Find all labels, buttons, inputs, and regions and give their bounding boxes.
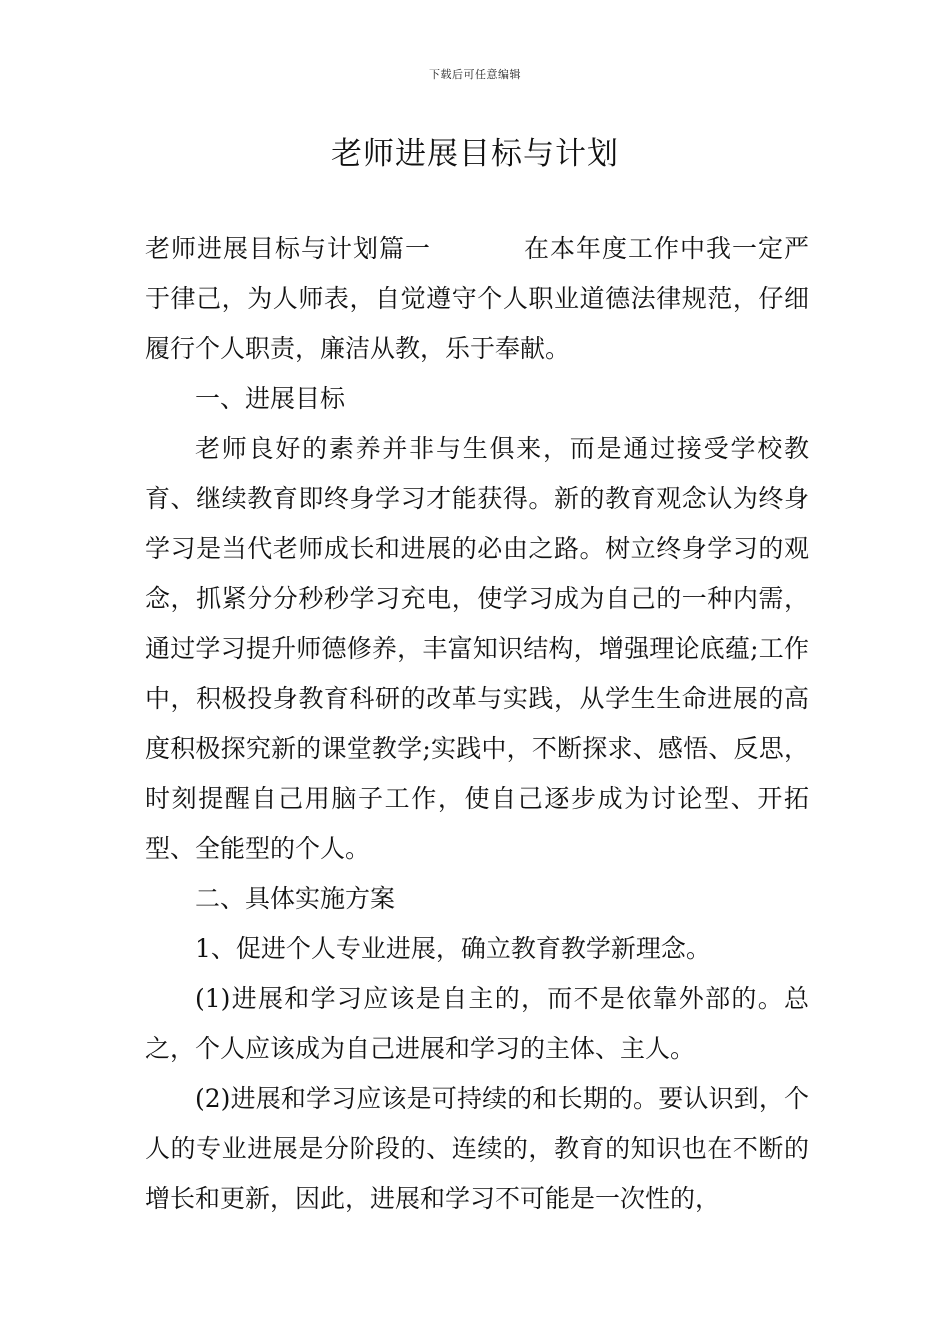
header-note: 下载后可任意编辑 <box>429 68 521 81</box>
item1-sub1-paragraph: (1)进展和学习应该是自主的，而不是依靠外部的。总之，个人应该成为自己进展和学习的主体、主人。 <box>145 984 809 1063</box>
section2-heading: 二、具体实施方案 <box>195 884 396 913</box>
intro-heading: 老师进展目标与计划篇一 <box>145 234 431 263</box>
intro-paragraph <box>145 224 809 374</box>
section1-heading: 一、进展目标 <box>195 384 346 413</box>
item1-paragraph: 1、促进个人专业进展，确立教育教学新理念。 <box>195 934 711 963</box>
intro-text: 在本年度工作中我一定严于律己，为人师表，自觉遵守个人职业道德法律规范，仔细履行个人职责，廉洁从教，乐于奉献。 <box>145 234 809 363</box>
document-body <box>145 224 809 1224</box>
section1-paragraph: 老师良好的素养并非与生俱来，而是通过接受学校教育、继续教育即终身学习才能获得。新的教育观念认为终身学习是当代老师成长和进展的必由之路。树立终身学习的观念，抓紧分分秒秒学习充电，使学习成为自己的一种内需，通过学习提升师德修养，丰富知识结构，增强理论底蕴;工作中，积极投身教育科研的改革与实践，从学生生命进展的高度积极探究新的课堂教学;实践中，不断探求、感悟、反思，时刻提醒自己用脑子工作，使自己逐步成为讨论型、开拓型、全能型的个人。 <box>145 434 809 863</box>
document-title: 老师进展目标与计划 <box>331 136 619 172</box>
item1-sub2-paragraph: (2)进展和学习应该是可持续的和长期的。要认识到，个人的专业进展是分阶段的、连续的，教育的知识也在不断的增长和更新，因此，进展和学习不可能是一次性的， <box>145 1084 809 1213</box>
